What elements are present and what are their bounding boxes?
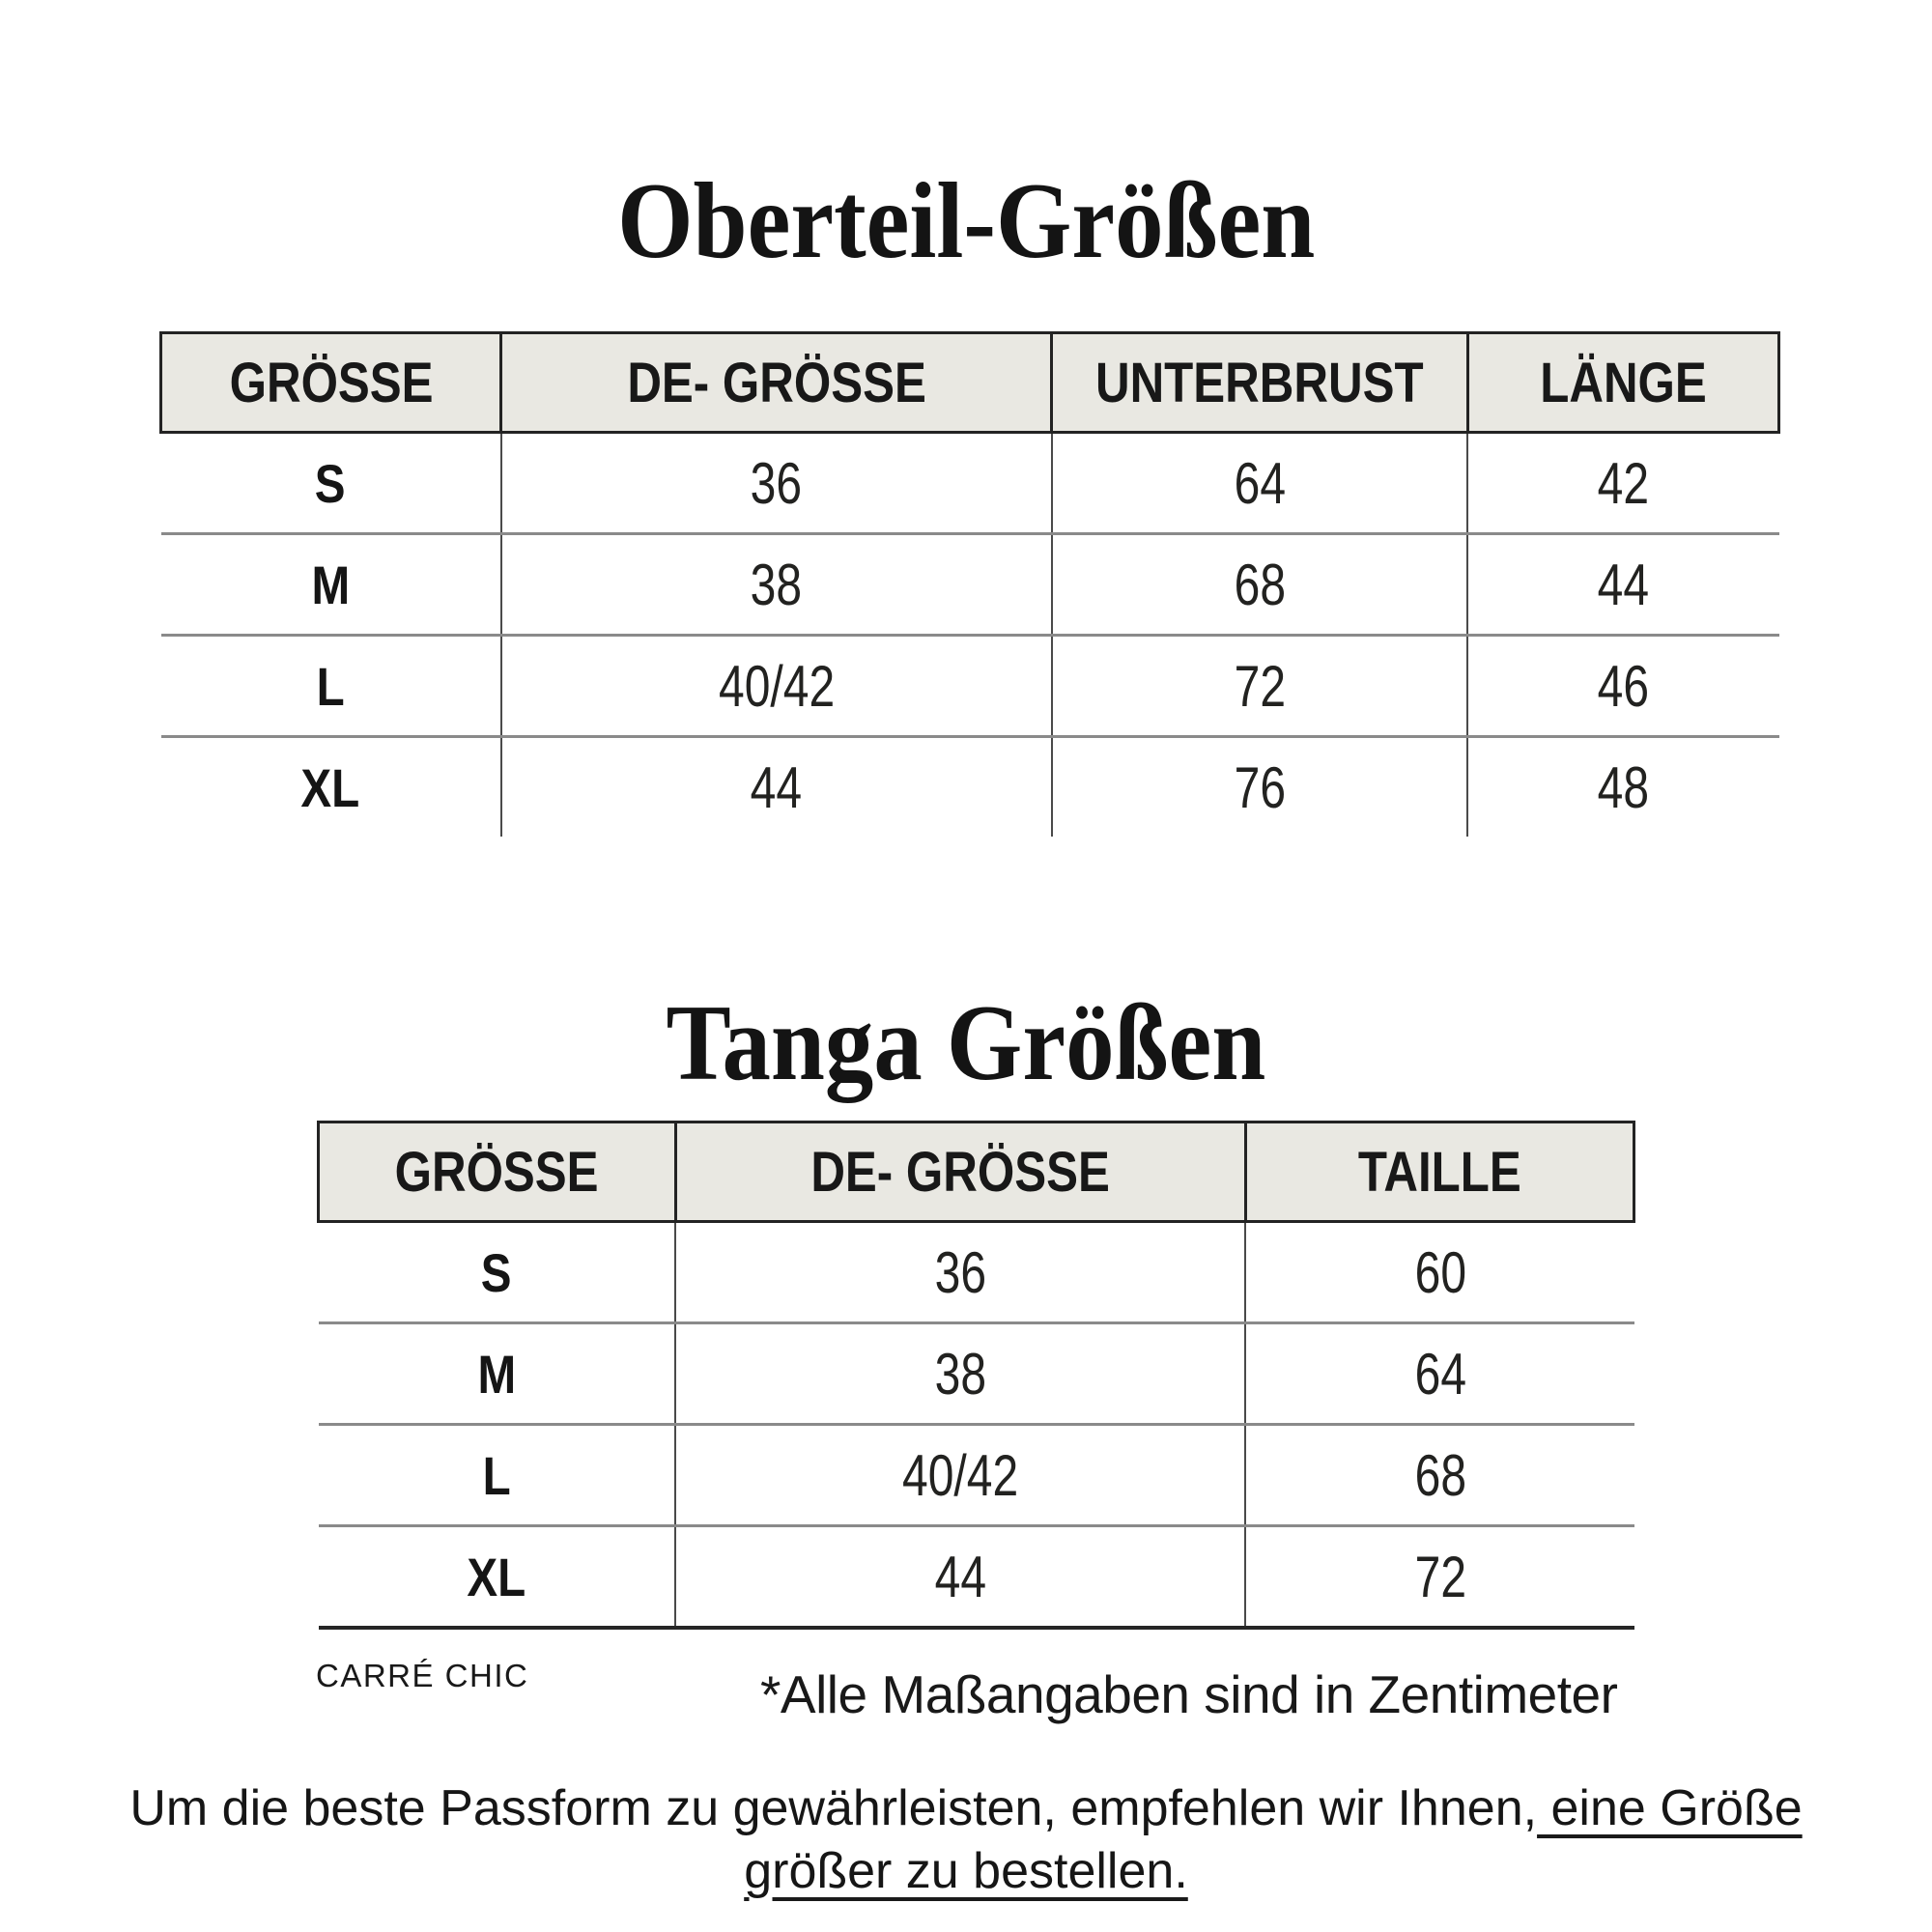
measurement-cell xyxy=(1245,1222,1634,1323)
measurement-cell xyxy=(501,636,1052,737)
measurement-value: 60 xyxy=(1414,1239,1466,1305)
measurement-unit-note: *Alle Maßangaben sind in Zentimeter xyxy=(760,1664,1618,1724)
size-label-cell xyxy=(319,1323,676,1425)
table-header-row xyxy=(161,333,1779,433)
column-header-label: LÄNGE xyxy=(1540,351,1707,414)
size-label-cell xyxy=(161,737,501,838)
measurement-cell xyxy=(675,1425,1245,1526)
measurement-cell xyxy=(501,737,1052,838)
measurement-value: 38 xyxy=(934,1341,986,1406)
fit-advice-underlined-line2: größer zu bestellen. xyxy=(744,1843,1188,1899)
column-header-label: UNTERBRUST xyxy=(1095,351,1424,414)
tanga-table-container xyxy=(317,1121,1635,1630)
measurement-cell xyxy=(1245,1526,1634,1629)
measurement-cell xyxy=(1467,534,1778,636)
table-row xyxy=(161,737,1779,838)
column-header-label: GRÖSSE xyxy=(229,351,434,414)
measurement-value: 68 xyxy=(1414,1442,1466,1508)
size-label: S xyxy=(480,1241,512,1303)
table-row xyxy=(161,636,1779,737)
size-label-cell xyxy=(161,433,501,534)
measurement-cell xyxy=(1052,737,1467,838)
fit-advice-plain-text: Um die beste Passform zu gewährleisten, empfehlen wir Ihnen, xyxy=(129,1780,1538,1836)
section-title-tanga-text: Tanga Größen xyxy=(666,983,1266,1103)
oberteil-table-container xyxy=(159,331,1780,837)
measurement-cell xyxy=(1245,1323,1634,1425)
fit-advice xyxy=(0,1777,1932,1903)
column-header-label: GRÖSSE xyxy=(394,1140,599,1204)
measurement-cell xyxy=(1467,737,1778,838)
table-row xyxy=(319,1526,1634,1629)
measurement-value: 40/42 xyxy=(902,1442,1019,1508)
measurement-value: 38 xyxy=(751,552,803,617)
measurement-value: 44 xyxy=(934,1544,986,1609)
measurement-cell xyxy=(501,534,1052,636)
size-label: M xyxy=(476,1343,516,1405)
column-header-label: DE- GRÖSSE xyxy=(626,351,926,414)
fit-advice-underlined-line1: eine Größe xyxy=(1537,1780,1803,1836)
brand-name: CARRÉ CHIC xyxy=(316,1658,529,1693)
column-header xyxy=(1467,333,1778,433)
measurement-cell xyxy=(1052,534,1467,636)
size-label: L xyxy=(316,655,345,717)
measurement-cell xyxy=(1245,1425,1634,1526)
measurement-value: 64 xyxy=(1414,1341,1466,1406)
size-label: XL xyxy=(300,756,360,818)
size-label: S xyxy=(315,452,346,514)
size-label: XL xyxy=(467,1546,526,1607)
measurement-value: 36 xyxy=(751,450,803,516)
measurement-cell xyxy=(501,433,1052,534)
measurement-value: 72 xyxy=(1414,1544,1466,1609)
measurement-value: 72 xyxy=(1234,653,1286,719)
column-header xyxy=(1245,1122,1634,1222)
measurement-value: 68 xyxy=(1234,552,1286,617)
size-label-cell xyxy=(161,636,501,737)
measurement-cell xyxy=(1052,636,1467,737)
table-row xyxy=(161,433,1779,534)
measurement-value: 42 xyxy=(1598,450,1650,516)
size-label: M xyxy=(311,554,350,615)
size-label: L xyxy=(482,1444,511,1506)
measurement-cell xyxy=(1467,636,1778,737)
table-row xyxy=(161,534,1779,636)
measurement-cell xyxy=(675,1526,1245,1629)
measurement-value: 64 xyxy=(1234,450,1286,516)
column-header xyxy=(501,333,1052,433)
column-header-label: DE- GRÖSSE xyxy=(810,1140,1111,1204)
measurement-cell xyxy=(675,1323,1245,1425)
measurement-value: 40/42 xyxy=(718,653,835,719)
table-row xyxy=(319,1425,1634,1526)
measurement-value: 44 xyxy=(751,754,803,820)
column-header xyxy=(319,1122,676,1222)
section-title-tanga xyxy=(0,983,1932,1103)
table-row xyxy=(319,1323,1634,1425)
column-header xyxy=(1052,333,1467,433)
table-row xyxy=(319,1222,1634,1323)
size-label-cell xyxy=(319,1425,676,1526)
measurement-value: 36 xyxy=(934,1239,986,1305)
oberteil-size-table xyxy=(159,331,1780,837)
table-header-row xyxy=(319,1122,1634,1222)
size-label-cell xyxy=(319,1222,676,1323)
section-title-oberteil-text: Oberteil-Größen xyxy=(616,161,1316,281)
measurement-cell xyxy=(1052,433,1467,534)
size-label-cell xyxy=(319,1526,676,1629)
size-label-cell xyxy=(161,534,501,636)
column-header xyxy=(161,333,501,433)
measurement-value: 48 xyxy=(1598,754,1650,820)
tanga-size-table xyxy=(317,1121,1635,1630)
section-title-oberteil xyxy=(0,161,1932,281)
measurement-cell xyxy=(1467,433,1778,534)
column-header-label: TAILLE xyxy=(1357,1140,1521,1204)
column-header xyxy=(675,1122,1245,1222)
measurement-cell xyxy=(675,1222,1245,1323)
measurement-value: 76 xyxy=(1234,754,1286,820)
measurement-value: 46 xyxy=(1598,653,1650,719)
measurement-value: 44 xyxy=(1598,552,1650,617)
